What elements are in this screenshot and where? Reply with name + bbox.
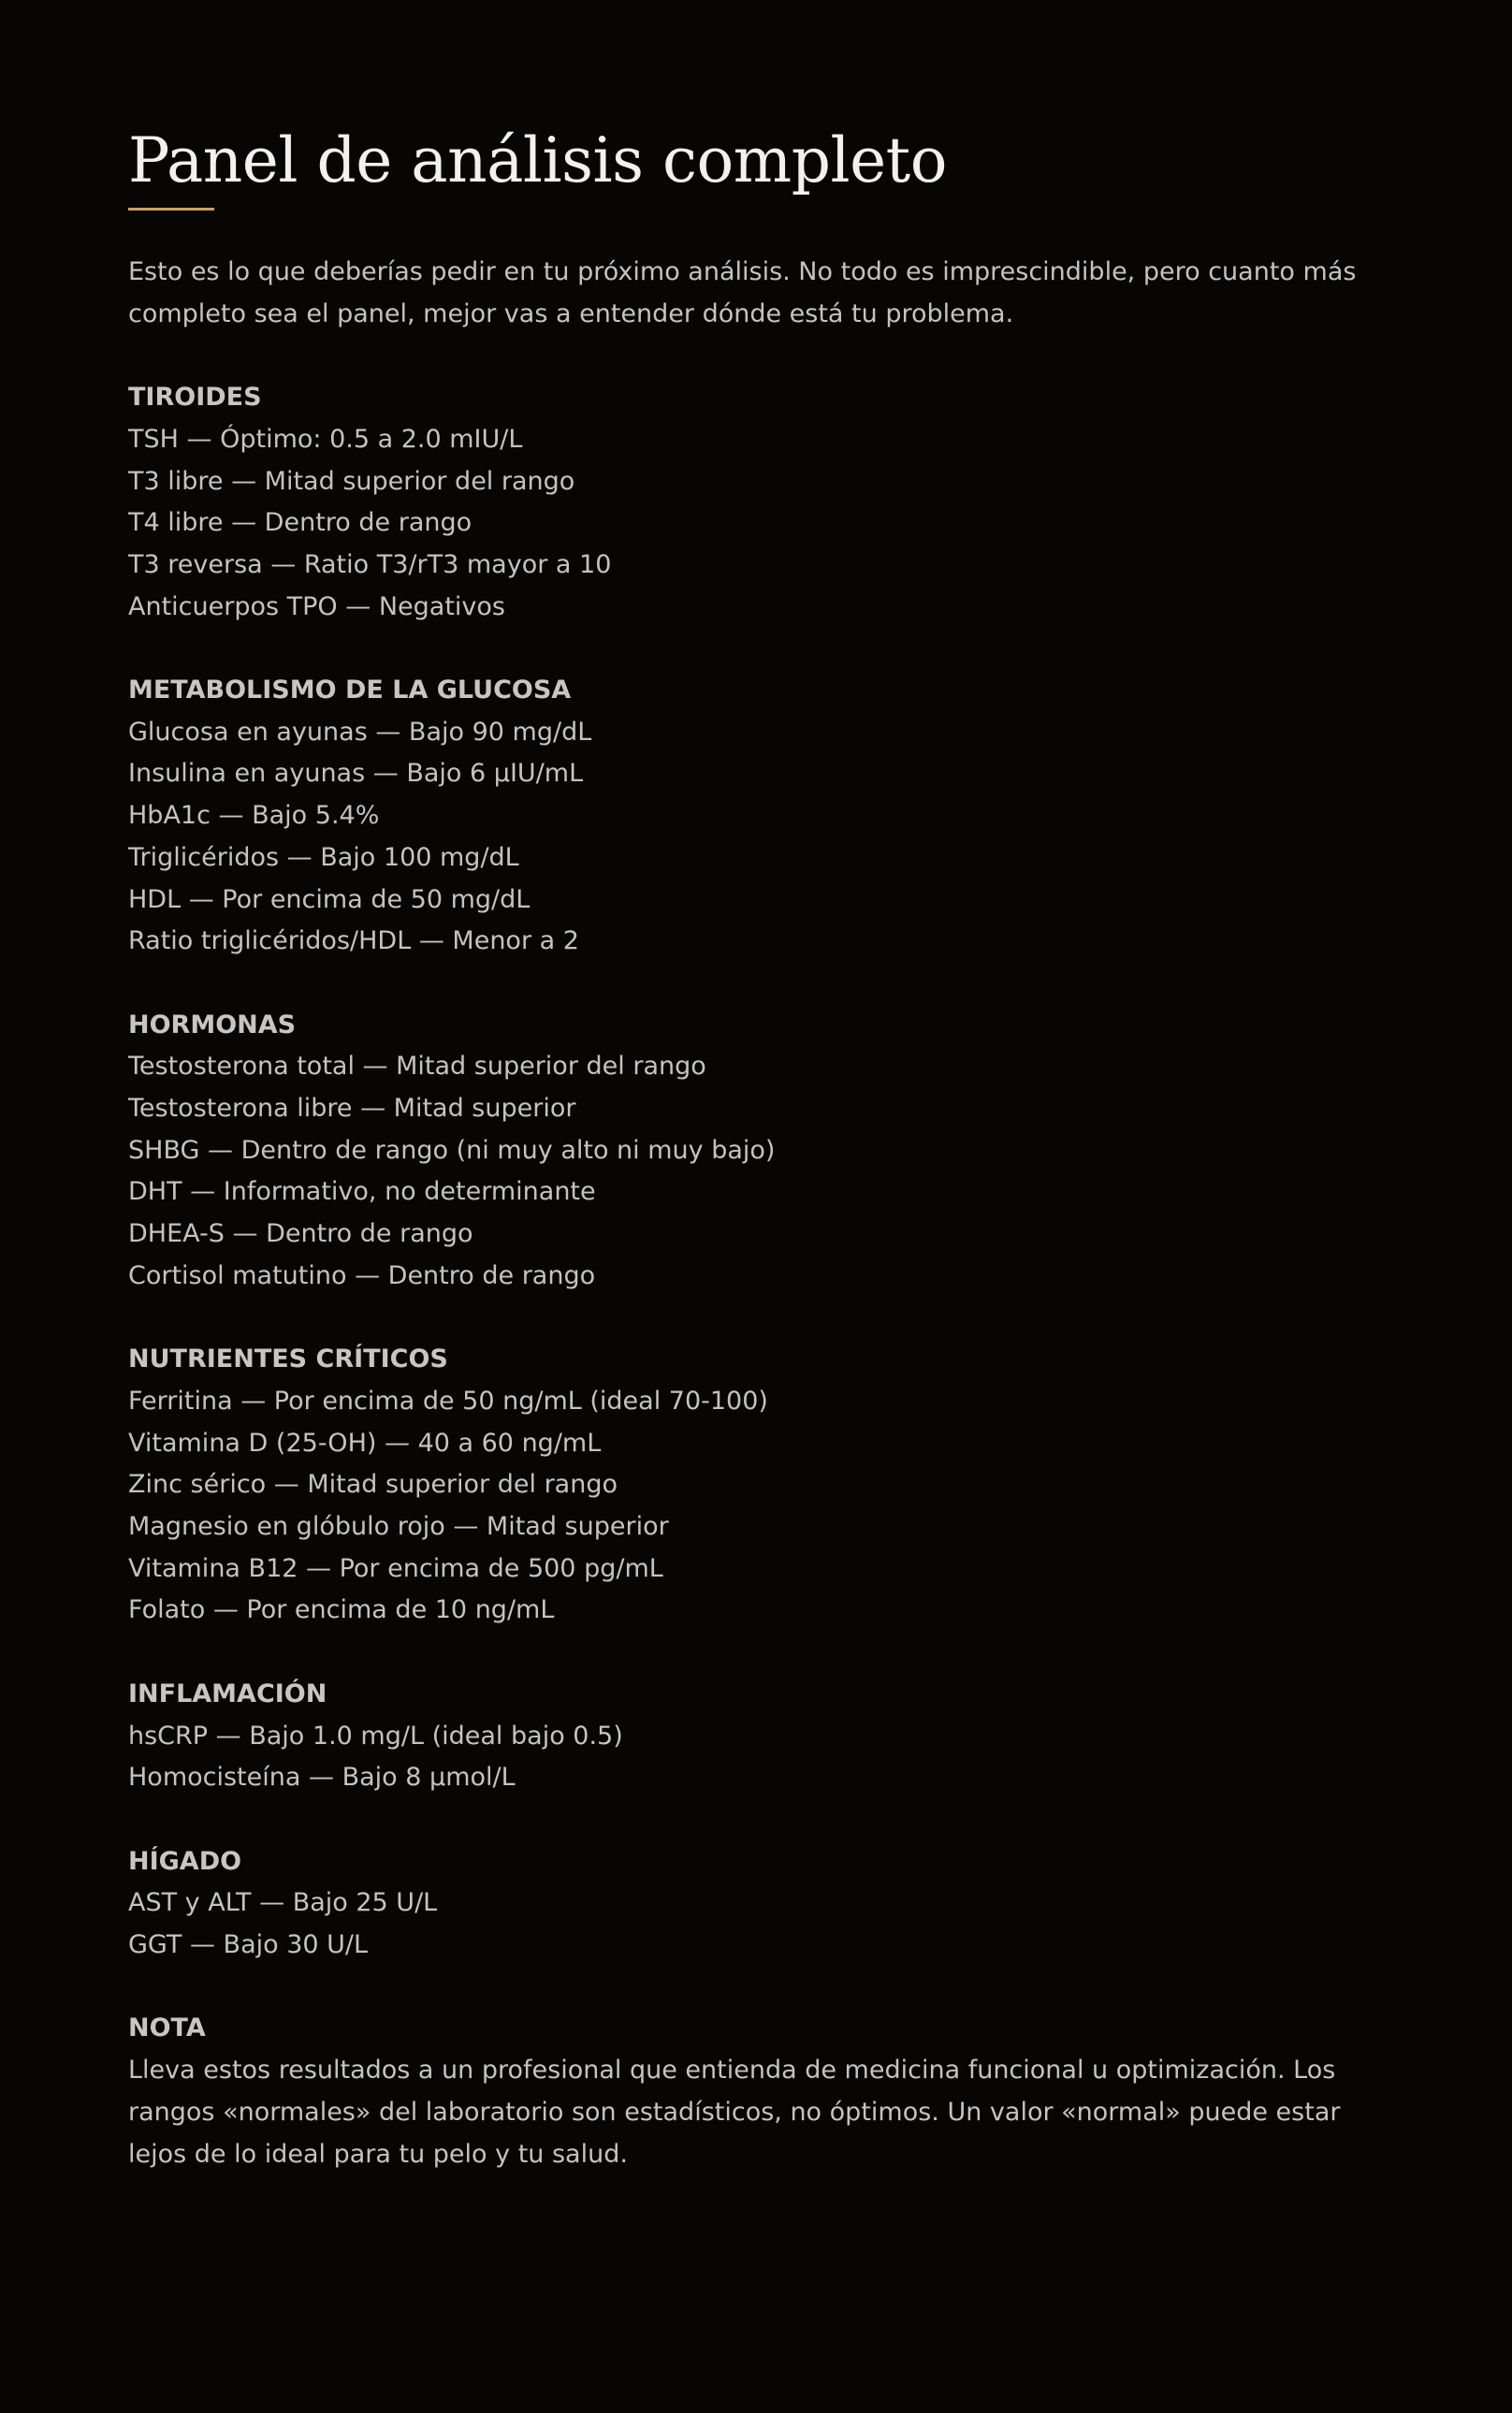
section-thyroid [128, 377, 1401, 628]
list-item: Triglicéridos — Bajo 100 mg/dL [128, 842, 519, 872]
section-heading: METABOLISMO DE LA GLUCOSA [128, 676, 572, 705]
list-item: Cortisol matutino — Dentro de rango [128, 1260, 596, 1290]
list-item: Testosterona total — Mitad superior del rango [128, 1052, 706, 1082]
list-item: Anticuerpos TPO — Negativos [128, 591, 505, 621]
list-item: T4 libre — Dentro de rango [128, 508, 472, 538]
page-title: Panel de análisis completo [128, 124, 947, 196]
section-heading: HORMONAS [128, 1010, 297, 1039]
list-item: Ferritina — Por encima de 50 ng/mL (ideal 70-100) [128, 1386, 768, 1416]
list-item: hsCRP — Bajo 1.0 mg/L (ideal bajo 0.5) [128, 1721, 623, 1751]
section-item-list [128, 712, 1401, 963]
list-item: DHT — Informativo, no determinante [128, 1177, 596, 1207]
section-item-list [128, 419, 1401, 629]
analysis-panel-document [128, 120, 1401, 2175]
list-item: Homocisteína — Bajo 8 µmol/L [128, 1763, 516, 1793]
intro-paragraph: Esto es lo que deberías pedir en tu próximo análisis. No todo es imprescindible, pero cuanto más completo sea el panel, mejor vas a entender dónde está tu problema. [128, 257, 1357, 328]
section-note [128, 2008, 1401, 2175]
list-item: Folato — Por encima de 10 ng/mL [128, 1595, 555, 1625]
note-heading: NOTA [128, 2013, 206, 2043]
section-item-list [128, 1046, 1401, 1297]
lab-sections [128, 377, 1401, 1967]
section-liver [128, 1841, 1401, 1967]
list-item: Ratio triglicéridos/HDL — Menor a 2 [128, 926, 579, 956]
section-critical-nutrients [128, 1339, 1401, 1632]
list-item: AST y ALT — Bajo 25 U/L [128, 1888, 438, 1918]
section-item-list [128, 1381, 1401, 1632]
section-item-list [128, 1716, 1401, 1799]
list-item: T3 reversa — Ratio T3/rT3 mayor a 10 [128, 549, 612, 579]
list-item: GGT — Bajo 30 U/L [128, 1930, 369, 1960]
section-heading: TIROIDES [128, 383, 262, 413]
list-item: TSH — Óptimo: 0.5 a 2.0 mIU/L [128, 424, 523, 454]
list-item: Glucosa en ayunas — Bajo 90 mg/dL [128, 717, 592, 747]
section-item-list [128, 1882, 1401, 1966]
note-paragraph: Lleva estos resultados a un profesional que entienda de medicina funcional u optimización. Los rangos «normales» del laboratorio son estadísticos, no óptimos. Un valor «normal» puede estar lejos de lo ideal para tu pelo y tu salud. [128, 2056, 1341, 2169]
section-inflammation [128, 1674, 1401, 1799]
list-item: Magnesio en glóbulo rojo — Mitad superior [128, 1512, 669, 1542]
section-heading: HÍGADO [128, 1846, 242, 1876]
section-heading: INFLAMACIÓN [128, 1679, 327, 1708]
list-item: Vitamina B12 — Por encima de 500 pg/mL [128, 1553, 663, 1583]
section-glucose-metabolism [128, 670, 1401, 963]
list-item: Vitamina D (25-OH) — 40 a 60 ng/mL [128, 1428, 602, 1458]
list-item: DHEA-S — Dentro de rango [128, 1219, 473, 1249]
list-item: HbA1c — Bajo 5.4% [128, 801, 380, 831]
list-item: SHBG — Dentro de rango (ni muy alto ni muy bajo) [128, 1135, 776, 1165]
list-item: Insulina en ayunas — Bajo 6 µIU/mL [128, 759, 584, 789]
title-accent-divider [128, 208, 214, 211]
list-item: Testosterona libre — Mitad superior [128, 1094, 576, 1124]
section-hormones [128, 1005, 1401, 1298]
list-item: T3 libre — Mitad superior del rango [128, 466, 575, 496]
list-item: Zinc sérico — Mitad superior del rango [128, 1470, 618, 1500]
section-heading: NUTRIENTES CRÍTICOS [128, 1345, 448, 1374]
list-item: HDL — Por encima de 50 mg/dL [128, 884, 531, 914]
